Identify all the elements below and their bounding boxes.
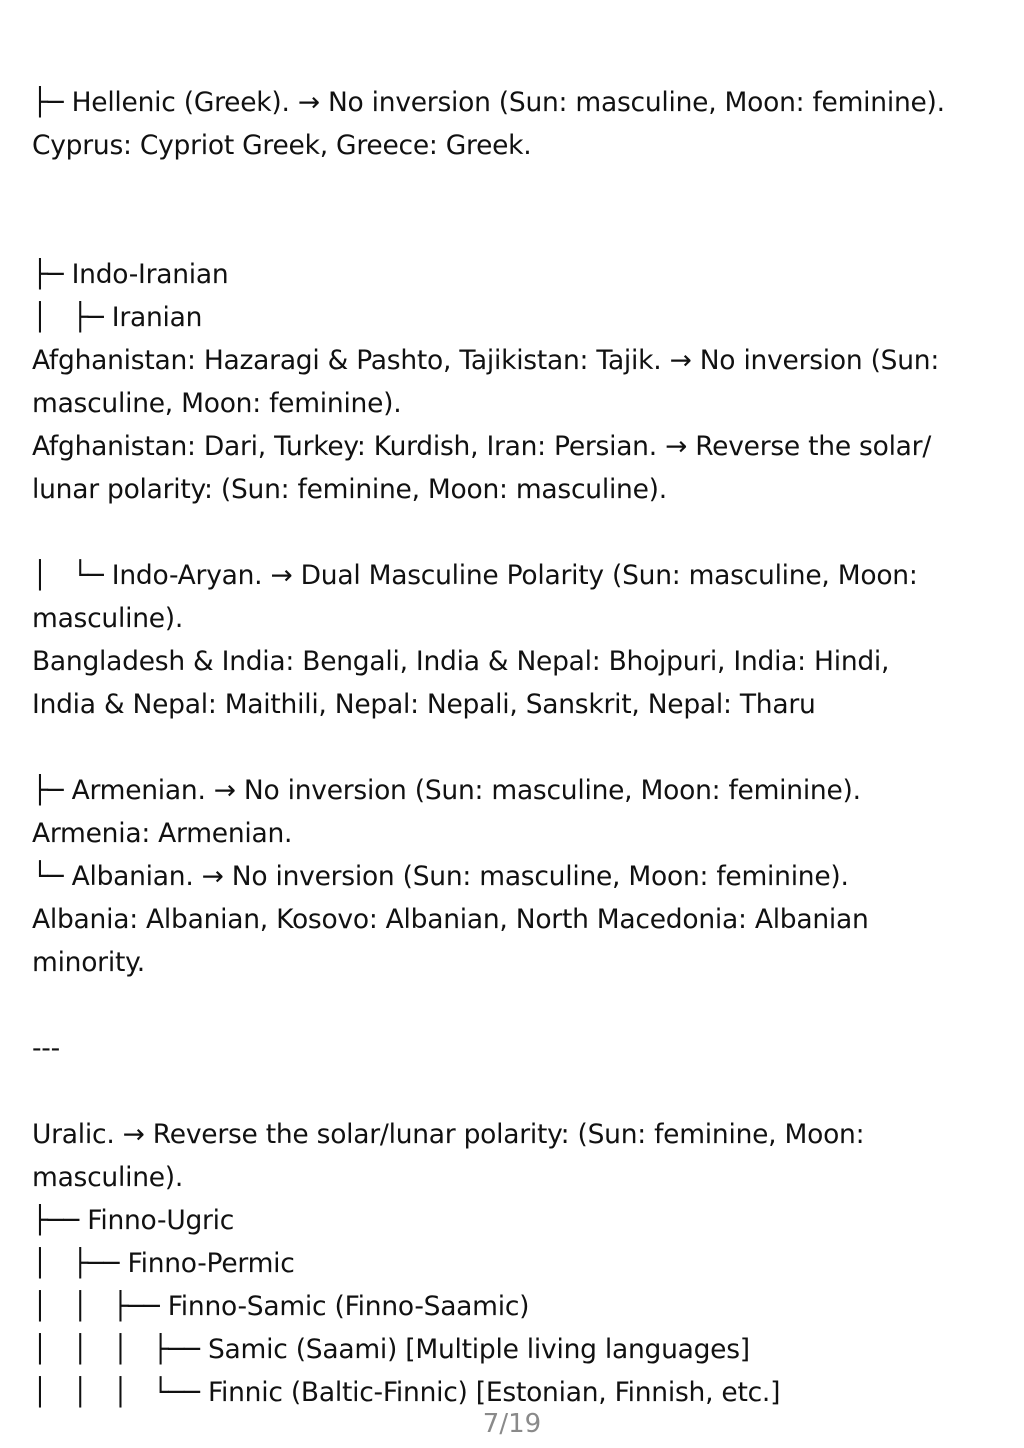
- text-line: Cyprus: Cypriot Greek, Greece: Greek.: [32, 130, 532, 161]
- blank-line: [32, 511, 1002, 554]
- text-line: │ └─ Indo-Aryan. → Dual Masculine Polarity (Sun: masculine, Moon:: [32, 560, 918, 591]
- text-line: │ │ │ ├── Samic (Saami) [Multiple living languages]: [32, 1334, 750, 1365]
- blank-line: [32, 167, 1002, 210]
- text-line: masculine).: [32, 603, 184, 634]
- page-indicator: 7/19: [482, 1409, 542, 1439]
- text-line: Afghanistan: Hazaragi & Pashto, Tajikistan: Tajik. → No inversion (Sun:: [32, 345, 940, 376]
- text-line: ├─ Hellenic (Greek). → No inversion (Sun: masculine, Moon: feminine).: [32, 87, 945, 118]
- text-line: India & Nepal: Maithili, Nepal: Nepali, Sanskrit, Nepal: Tharu: [32, 689, 816, 720]
- blank-line: [32, 726, 1002, 769]
- text-line: │ ├── Finno-Permic: [32, 1248, 295, 1279]
- blank-line: [32, 210, 1002, 253]
- text-line: lunar polarity: (Sun: feminine, Moon: masculine).: [32, 474, 667, 505]
- text-line: Armenia: Armenian.: [32, 818, 293, 849]
- blank-line: [32, 1070, 1002, 1113]
- text-line: │ │ ├── Finno-Samic (Finno-Saamic): [32, 1291, 530, 1322]
- text-line: │ │ │ └── Finnic (Baltic-Finnic) [Estonian, Finnish, etc.]: [32, 1377, 781, 1408]
- text-line: ├─ Armenian. → No inversion (Sun: masculine, Moon: feminine).: [32, 775, 861, 806]
- text-line: minority.: [32, 947, 145, 978]
- document-text: [32, 81, 1002, 1414]
- text-line: Albania: Albanian, Kosovo: Albanian, North Macedonia: Albanian: [32, 904, 869, 935]
- blank-line: [32, 984, 1002, 1027]
- text-line: Bangladesh & India: Bengali, India & Nepal: Bhojpuri, India: Hindi,: [32, 646, 890, 677]
- text-line: └─ Albanian. → No inversion (Sun: masculine, Moon: feminine).: [32, 861, 849, 892]
- text-line: masculine).: [32, 1162, 184, 1193]
- text-line: Afghanistan: Dari, Turkey: Kurdish, Iran: Persian. → Reverse the solar/: [32, 431, 931, 462]
- text-line: │ ├─ Iranian: [32, 302, 203, 333]
- text-line: masculine, Moon: feminine).: [32, 388, 402, 419]
- separator-line: ---: [32, 1033, 60, 1064]
- text-line: Uralic. → Reverse the solar/lunar polarity: (Sun: feminine, Moon:: [32, 1119, 865, 1150]
- text-line: ├─ Indo-Iranian: [32, 259, 229, 290]
- text-line: ├── Finno-Ugric: [32, 1205, 235, 1236]
